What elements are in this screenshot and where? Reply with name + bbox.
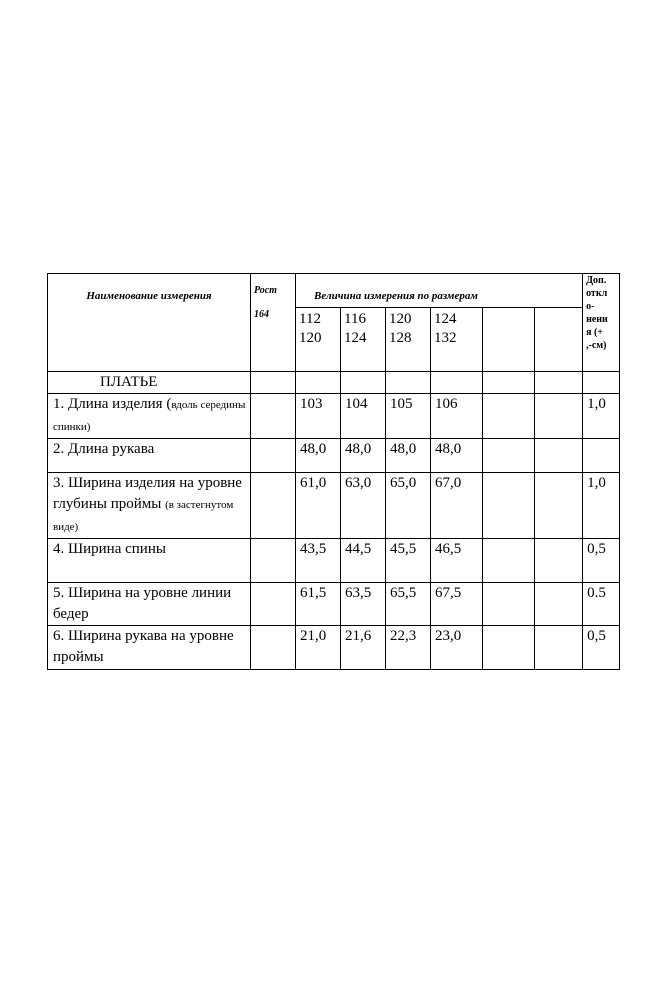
size-col-6 xyxy=(535,308,583,372)
size-col-2: 116 124 xyxy=(341,308,386,372)
rost-label: Рост xyxy=(254,285,277,296)
header-velichina: Величина измерения по размерам xyxy=(296,274,583,308)
table-row: 1. Длина изделия (вдоль середины спинки) 103 104 105 106 1,0 xyxy=(48,394,620,439)
table-row: 5. Ширина на уровне линии бедер 61,5 63,5 65,5 67,5 0.5 xyxy=(48,583,620,626)
size-col-4: 124 132 xyxy=(431,308,483,372)
table-row: 6. Ширина рукава на уровне проймы 21,0 21,6 22,3 23,0 0,5 xyxy=(48,626,620,670)
table-row: 4. Ширина спины 43,5 44,5 45,5 46,5 0,5 xyxy=(48,539,620,583)
size-col-5 xyxy=(483,308,535,372)
size-col-1: 112 120 xyxy=(296,308,341,372)
header-name: Наименование измерения xyxy=(48,274,251,372)
header-rost xyxy=(251,274,296,372)
table-row: 3. Ширина изделия на уровне глубины проймы (в застегнутом виде) 61,0 63,0 65,0 67,0 1,0 xyxy=(48,473,620,539)
measurements-table xyxy=(47,273,620,670)
table-row: 2. Длина рукава 48,0 48,0 48,0 48,0 xyxy=(48,439,620,473)
section-title: ПЛАТЬЕ xyxy=(48,372,251,394)
header-dop: Доп. откл о- нени я (+ ,-см) xyxy=(583,274,620,372)
size-col-3: 120 128 xyxy=(386,308,431,372)
rost-value: 164 xyxy=(254,309,269,320)
